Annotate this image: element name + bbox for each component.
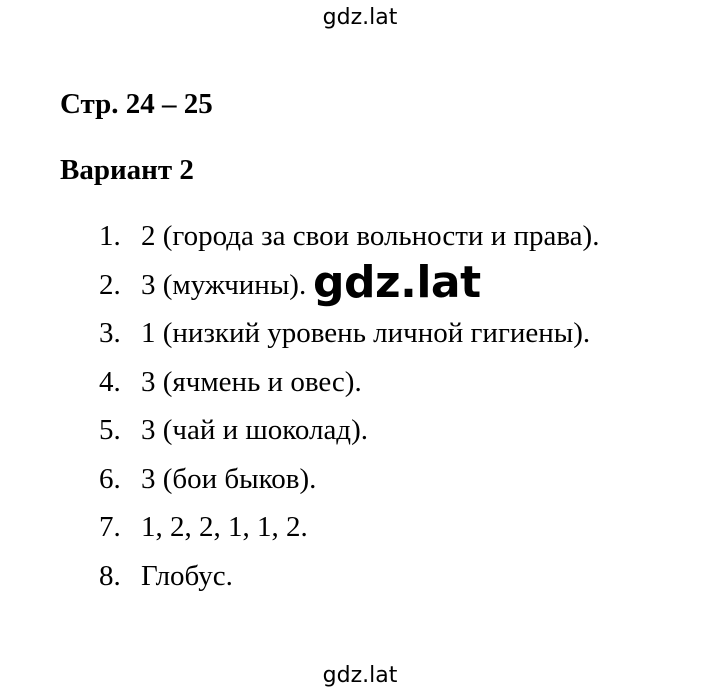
answer-text: 1 (низкий уровень личной гигиены).	[141, 317, 591, 349]
answer-number: 1.	[99, 220, 121, 252]
answer-number: 5.	[99, 414, 121, 446]
page-range-title: Стр. 24 – 25	[60, 88, 213, 120]
answer-text: 3 (мужчины).	[141, 268, 307, 301]
watermark-middle: gdz.lat	[313, 257, 481, 308]
answer-number: 8.	[99, 559, 121, 592]
watermark-top: gdz.lat	[322, 5, 398, 30]
answer-text: 2 (города за свои вольности и права).	[141, 220, 600, 252]
answer-number: 2.	[99, 268, 121, 301]
answer-text: 1, 2, 2, 1, 1, 2.	[141, 511, 308, 543]
answer-text: 3 (бои быков).	[141, 462, 317, 495]
answer-number: 3.	[99, 317, 121, 349]
answer-text: 3 (чай и шоколад).	[141, 414, 368, 446]
answer-number: 7.	[99, 511, 121, 543]
watermark-bottom: gdz.lat	[322, 663, 398, 688]
variant-title: Вариант 2	[60, 154, 194, 186]
answer-text: Глобус.	[141, 559, 233, 592]
answer-number: 6.	[99, 462, 121, 495]
answer-text: 3 (ячмень и овес).	[141, 365, 362, 398]
answer-number: 4.	[99, 365, 121, 398]
